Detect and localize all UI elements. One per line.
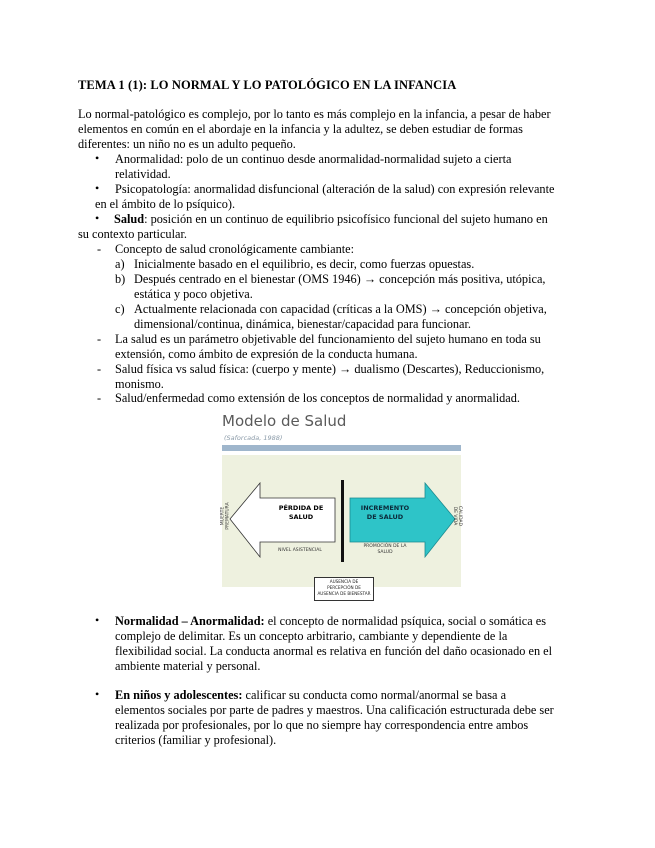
bullet3-line-1 [114,212,548,227]
dash-marker: - [97,242,102,256]
premature-death-line-2: PREMATURA [225,502,231,530]
dash2-line-1: La salud es un parámetro objetivable del funcionamiento del sujeto humano en toda su [115,332,541,346]
bullet4-line-3: flexibilidad social. La conducta anormal es relativa en función del daño ocasionado en el [115,644,553,658]
ninos-term: En niños y adolescentes: [115,688,243,702]
bullet4-line-1-text: el concepto de normalidad psíquica, social o somática es [264,614,547,628]
sub-c-text-2: dimensional/continua, dinámica, bienestar/capacidad para funcionar. [134,317,472,331]
health-promotion-line-1: PROMOCIÓN DE LA [363,544,407,549]
health-promotion-line-2: SALUD [377,550,393,555]
figure-diagram [222,455,461,595]
bullet-icon: • [95,181,100,195]
increment-label-line-2: DE SALUD [366,513,404,521]
increment-label-line-1: INCREMENTO [360,504,410,512]
document-title: TEMA 1 (1): LO NORMAL Y LO PATOLÓGICO EN LA INFANCIA [78,78,457,92]
dash4-text: Salud/enfermedad como extensión de los conceptos de normalidad y anormalidad. [115,391,520,405]
loss-label [266,504,336,522]
sub-a-text: Inicialmente basado en el equilibrio, es decir, como fuerzas opuestas. [134,257,475,271]
increment-label [350,504,420,522]
sub-b-text-1: Después centrado en el bienestar (OMS 1946) → concepción más positiva, utópica, [134,272,546,286]
dash2-line-2: extensión, como ámbito de expresión de la conducta humana. [115,347,418,361]
bullet5-line-3: realizada por profesionales, por lo que no siempre hay correspondencia entre ambos [115,718,529,732]
bullet-icon: • [95,151,100,165]
quality-of-life-line-2: DE VIDA [451,506,457,526]
quality-of-life-label [452,506,462,526]
figure-subtitle: (Saforcada, 1988) [224,434,283,442]
bullet5-line-1 [115,688,506,703]
bullet-icon: • [95,211,100,225]
dash1-text: Concepto de salud cronológicamente cambiante: [115,242,355,256]
sub-c-text-1: Actualmente relacionada con capacidad (críticas a la OMS) → concepción objetiva, [134,302,547,316]
care-level-label: NIVEL ASISTENCIAL [278,548,322,553]
intro-line-3: diferentes: un niño no es un adulto pequeño. [78,137,296,151]
sub-b-text-2: estática y poco objetiva. [134,287,253,301]
bullet1-line-2: relatividad. [115,167,171,181]
figure-title: Modelo de Salud [222,412,347,430]
sub-c-label: c) [115,302,125,316]
dash-marker: - [97,362,102,376]
absence-box-line-1: AUSENCIA DE [329,579,359,584]
bullet5-line-1-text: calificar su conducta como normal/anormal se basa a [242,688,507,702]
intro-line-2: elementos en común en el abordaje en la infancia y la adultez, se deben estudiar de formas [78,122,523,136]
salud-term: Salud [114,212,145,226]
bullet-icon: • [95,613,100,627]
bullet3-line-2: su contexto particular. [78,227,187,241]
bullet1-line-1: Anormalidad: polo de un continuo desde anormalidad-normalidad sujeto a cierta [115,152,512,166]
figure-header-bar [222,445,461,451]
sub-a-label: a) [115,257,125,271]
absence-box-line-3: AUSENCIA DE BIENESTAR [317,591,371,596]
bullet4-line-2: complejo de delimitar. Es un concepto arbitrario, cambiante y dependiente de la [115,629,508,643]
absence-box-text [315,578,373,597]
bullet2-line-2: en el ámbito de lo psíquico). [95,197,236,211]
absence-box-line-2: PERCEPCIÓN DE [327,585,361,590]
dash-marker: - [97,391,102,405]
absence-box [314,577,374,601]
intro-line-1: Lo normal-patológico es complejo, por lo tanto es más complejo en la infancia, a pesar de haber [78,107,551,121]
bullet4-line-1 [115,614,546,629]
bullet5-line-2: elementos sociales por parte de padres y maestros. Una calificación estructurada debe ser [115,703,554,717]
center-divider [341,480,344,562]
dash-marker: - [97,332,102,346]
premature-death-line-1: MUERTE [220,506,226,526]
health-model-figure [222,410,461,600]
dash3-line-1: Salud física vs salud física: (cuerpo y mente) → dualismo (Descartes), Reduccionismo, [115,362,545,376]
dash3-line-2: monismo. [115,377,164,391]
loss-label-line-2: SALUD [288,513,314,521]
bullet4-line-4: ambiente material y personal. [115,659,261,673]
bullet-icon: • [95,687,100,701]
health-promotion-label [350,544,420,556]
sub-b-label: b) [115,272,126,286]
loss-label-line-1: PÉRDIDA DE [278,504,324,512]
salud-definition: : posición en un continuo de equilibrio psicofísico funcional del sujeto humano en [144,212,548,226]
premature-death-label [221,502,231,529]
quality-of-life-line-1: CALIDAD [456,506,462,526]
bullet2-line-1: Psicopatología: anormalidad disfuncional (alteración de la salud) con expresión relevante [115,182,555,196]
normalidad-term: Normalidad – Anormalidad: [115,614,265,628]
bullet5-line-4: criterios (familiar y profesional). [115,733,277,747]
